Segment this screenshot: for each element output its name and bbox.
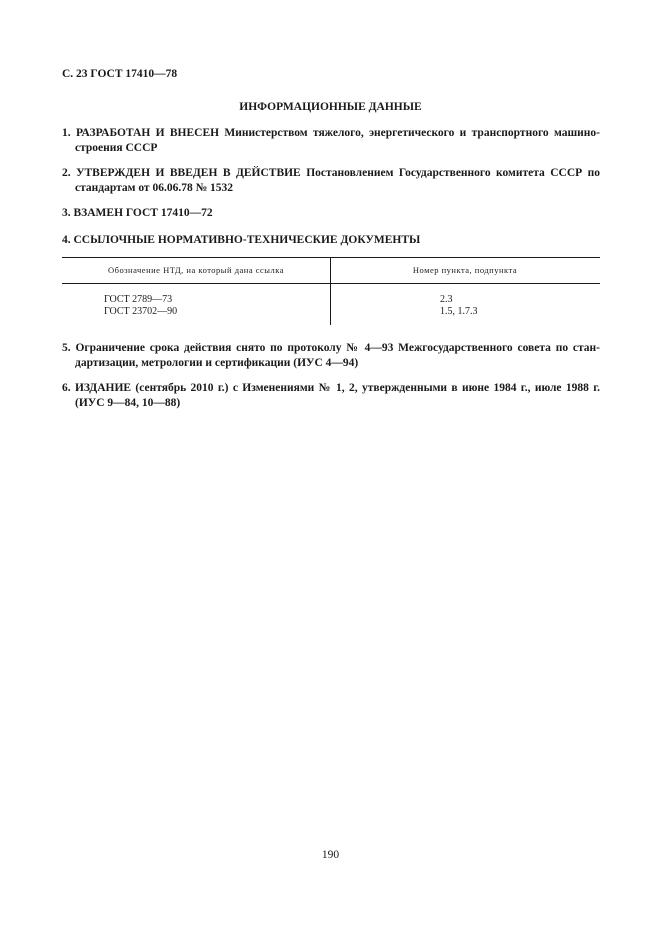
info-item-1-line2: строения СССР [75, 142, 158, 154]
info-item-6-line2: (ИУС 9—84, 10—88) [75, 397, 181, 409]
info-item-5-lead: 5. [62, 342, 71, 354]
info-item-2-line1: Постановлением Государственного комитета СССР по [306, 167, 601, 179]
table-top-rule [62, 257, 600, 258]
table-header-doc: Обозначение НТД, на который дана ссылка [107, 265, 285, 275]
table-clause-column [440, 294, 478, 317]
info-item-2-lead: 2. УТВЕРЖДЕН И ВВЕДЕН В ДЕЙСТВИЕ [62, 167, 301, 179]
page-number: 190 [321, 849, 340, 861]
table-header-clause: Номер пункта, подпункта [412, 265, 518, 275]
info-item-4-lead: 4. ССЫЛОЧНЫЕ НОРМАТИВНО-ТЕХНИЧЕСКИЕ ДОКУМЕНТЫ [62, 234, 421, 246]
table-row-1-doc: ГОСТ 2789—73 [104, 294, 173, 305]
info-item-2-line2: стандартам от 06.06.78 № 1532 [75, 182, 234, 194]
reference-table [62, 257, 600, 325]
info-item-1 [62, 126, 600, 156]
table-row-2-clause: 1.5, 1.7.3 [440, 305, 478, 317]
info-item-2 [62, 166, 600, 196]
info-item-4 [62, 233, 600, 248]
info-item-3 [62, 206, 600, 221]
page-header: С. 23 ГОСТ 17410—78 [62, 68, 178, 80]
info-item-1-lead: 1. РАЗРАБОТАН И ВНЕСЕН [62, 127, 220, 139]
info-item-5-line2: дартизации, метрологии и сертификации (ИУС 4—94) [75, 357, 359, 369]
info-item-3-lead: 3. ВЗАМЕН ГОСТ 17410—72 [62, 207, 213, 219]
info-item-5 [62, 341, 600, 371]
info-item-6 [62, 381, 600, 411]
table-doc-column [104, 294, 177, 317]
info-item-6-line1: ИЗДАНИЕ (сентябрь 2010 г.) с Изменениями № 1, 2, утвержденными в июне 1984 г., июле 1988 г. [74, 382, 600, 394]
table-row-2-doc: ГОСТ 23702—90 [104, 305, 178, 317]
info-item-6-lead: 6. [62, 382, 71, 394]
section-title: ИНФОРМАЦИОННЫЕ ДАННЫЕ [239, 101, 422, 113]
info-item-5-line1: Ограничение срока действия снято по протоколу № 4—93 Межгосударственного совета по стан- [75, 342, 600, 354]
table-header-rule [62, 283, 600, 284]
info-item-1-line1: Министерством тяжелого, энергетического и транспортного машино- [224, 127, 600, 139]
table-row-1-clause: 2.3 [440, 294, 453, 305]
